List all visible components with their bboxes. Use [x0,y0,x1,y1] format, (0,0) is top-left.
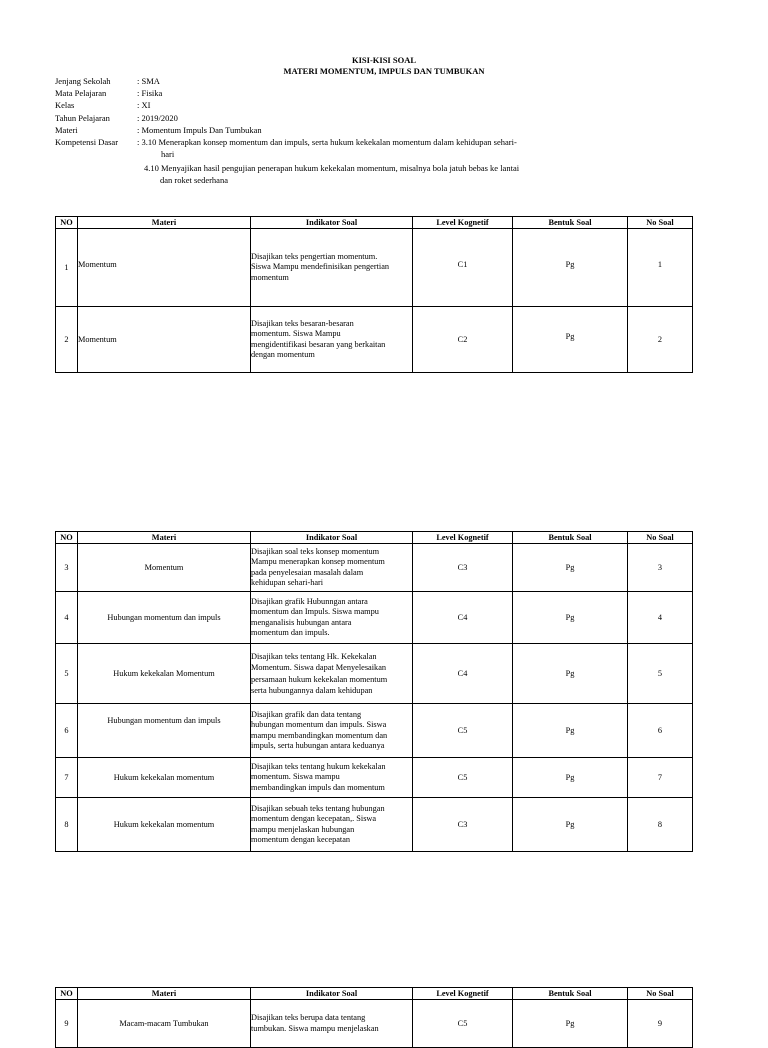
indikator-line: kehidupan sehari-hari [251,577,324,587]
cell-nosoal: 8 [628,798,693,852]
cell-bentuk: Pg [513,307,628,373]
cell-nosoal: 9 [628,1000,693,1048]
indikator-line: pada penyelesaian masalah dalam [251,567,364,577]
indikator-line: Disajikan sebuah teks tentang hubungan [251,803,385,813]
indikator-line: serta hubungannya dalam kehidupan [251,686,373,695]
cell-nosoal: 2 [628,307,693,373]
meta-value: : SMA [137,76,160,86]
kd-continuation: hari [161,149,175,160]
indikator-line: momentum dengan kecepatan,. Siswa [251,814,377,824]
indikator-line: hubungan momentum dan impuls. Siswa [251,720,387,730]
cell-materi: Hukum kekekalan Momentum [78,644,251,704]
indikator-line: momentum dengan kecepatan [251,834,351,844]
cell-no: 9 [56,1000,78,1048]
indikator-line: Mampu menerapkan konsep momentum [251,557,385,567]
cell-bentuk: Pg [513,644,628,704]
indikator-line: mampu menjelaskan hubungan [251,824,355,834]
col-header-no: NO [56,217,78,229]
kd-4-10-line1: 4.10 Menyajikan hasil pengujian penerapan hukum kekekalan momentum, misalnya bola jatuh bebas ke lantai [144,163,520,173]
table-row [56,544,693,592]
cell-bentuk: Pg [513,229,628,307]
cell-materi: Hukum kekekalan momentum [78,758,251,798]
table-header-row [56,988,693,1000]
table-header-row [56,532,693,544]
indikator-line: persamaan hukum kekekalan momentum [251,674,388,684]
table-row [56,758,693,798]
cell-indikator [251,592,413,644]
meta-label: Tahun Pelajaran [55,112,110,123]
cell-materi: Hubungan momentum dan impuls [78,704,251,758]
meta-label: Mata Pelajaran [55,88,107,99]
indikator-line: mampu membandingkan momentum dan [251,730,388,740]
cell-level: C5 [413,704,513,758]
cell-bentuk: Pg [513,758,628,798]
cell-nosoal: 5 [628,644,693,704]
doc-title: KISI-KISI SOAL [351,55,416,65]
indikator-line: Disajikan grafik dan data tentang [251,709,362,719]
indikator-line: momentum [251,272,289,282]
col-header-materi: Materi [78,217,251,229]
col-header-indikator: Indikator Soal [251,217,413,229]
indikator-line: menganalisis hubungan antara [251,617,352,627]
cell-materi: Macam-macam Tumbukan [78,1000,251,1048]
col-header-bentuk: Bentuk Soal [513,217,628,229]
kisi-table-2 [55,531,693,852]
col-header-no: NO [56,532,78,544]
cell-indikator [251,758,413,798]
indikator-line: Disajikan grafik Hubunngan antara [251,596,368,606]
cell-materi: Momentum [78,544,251,592]
indikator-line: Disajikan teks berupa data tentang [251,1013,366,1023]
cell-nosoal: 7 [628,758,693,798]
indikator-line: impuls, serta hubungan antara keduanya [251,740,385,750]
meta-row [55,112,517,124]
cell-nosoal: 4 [628,592,693,644]
cell-level: C2 [413,307,513,373]
table-row [56,307,693,373]
cell-indikator [251,704,413,758]
col-header-indikator: Indikator Soal [251,988,413,1000]
cell-indikator [251,229,413,307]
col-header-materi: Materi [78,988,251,1000]
meta-row [55,124,517,136]
col-header-no: NO [56,988,78,1000]
cell-no: 5 [56,644,78,704]
doc-subtitle: MATERI MOMENTUM, IMPULS DAN TUMBUKAN [283,66,485,76]
meta-value: : 2019/2020 [137,112,178,123]
meta-row [55,99,517,111]
cell-nosoal: 1 [628,229,693,307]
indikator-line: membandingkan impuls dan momentum [251,782,385,792]
table-row [56,592,693,644]
kisi-table-3 [55,987,693,1048]
meta-label: Kompetensi Dasar [55,137,119,148]
indikator-line: Disajikan teks tentang hukum kekekalan [251,761,386,771]
table-row [56,644,693,704]
meta-value: : Fisika [137,88,163,99]
meta-value: : XI [137,100,151,111]
cell-level: C1 [413,229,513,307]
cell-bentuk: Pg [513,592,628,644]
cell-nosoal: 3 [628,544,693,592]
indikator-line: momentum. Siswa Mampu [251,329,341,339]
indikator-line: mengidentifikasi besaran yang berkaitan [251,339,386,349]
meta-value: : 3.10 Menerapkan konsep momentum dan impuls, serta hukum kekekalan momentum dalam kehidupan sehari- [137,137,517,148]
cell-no: 6 [56,704,78,758]
indikator-line: Disajikan teks pengertian momentum. [251,251,378,261]
indikator-line: Disajikan teks besaran-besaran [251,318,354,328]
cell-materi: Momentum [78,229,251,307]
cell-no: 3 [56,544,78,592]
col-header-level: Level Kognetif [413,217,513,229]
col-header-nosoal: No Soal [628,988,693,1000]
cell-level: C5 [413,1000,513,1048]
cell-no: 1 [56,229,78,307]
col-header-bentuk: Bentuk Soal [513,532,628,544]
meta-row [55,148,517,160]
cell-bentuk: Pg [513,1000,628,1048]
kd-4-10-line2: dan roket sederhana [160,175,228,185]
cell-level: C4 [413,644,513,704]
indikator-line: Siswa Mampu mendefinisikan pengertian [251,262,390,272]
indikator-line: momentum dan impuls. [251,627,330,637]
meta-row [55,75,517,87]
col-header-nosoal: No Soal [628,532,693,544]
col-header-level: Level Kognetif [413,532,513,544]
cell-materi: Hukum kekekalan momentum [78,798,251,852]
indikator-line: Disajikan teks tentang Hk. Kekekalan [251,651,377,661]
kisi-table-1 [55,216,693,373]
cell-level: C3 [413,798,513,852]
table-header-row [56,217,693,229]
cell-indikator [251,644,413,704]
indikator-line: tumbukan. Siswa mampu menjelaskan [251,1023,379,1033]
meta-value: : Momentum Impuls Dan Tumbukan [137,124,262,135]
cell-no: 7 [56,758,78,798]
indikator-line: Disajikan soal teks konsep momentum [251,546,380,556]
cell-level: C5 [413,758,513,798]
cell-no: 8 [56,798,78,852]
col-header-level: Level Kognetif [413,988,513,1000]
col-header-nosoal: No Soal [628,217,693,229]
cell-no: 4 [56,592,78,644]
meta-row [55,87,517,99]
cell-indikator [251,544,413,592]
cell-level: C3 [413,544,513,592]
indikator-line: Momentum. Siswa dapat Menyelesaikan [251,663,387,672]
meta-label: Materi [55,124,78,135]
meta-block [55,75,517,160]
meta-label: Jenjang Sekolah [55,76,111,86]
cell-bentuk: Pg [513,544,628,592]
cell-no: 2 [56,307,78,373]
table-row [56,798,693,852]
kd-4-10 [144,162,519,186]
indikator-line: momentum dan Impuls. Siswa mampu [251,607,379,617]
indikator-line: momentum. Siswa mampu [251,772,340,782]
table-row [56,229,693,307]
cell-indikator [251,798,413,852]
meta-label: Kelas [55,100,75,111]
cell-nosoal: 6 [628,704,693,758]
col-header-indikator: Indikator Soal [251,532,413,544]
cell-bentuk: Pg [513,704,628,758]
meta-row [55,136,517,148]
cell-level: C4 [413,592,513,644]
table-row [56,704,693,758]
col-header-materi: Materi [78,532,251,544]
cell-bentuk: Pg [513,798,628,852]
cell-indikator [251,307,413,373]
cell-materi: Hubungan momentum dan impuls [78,592,251,644]
indikator-line: dengan momentum [251,349,315,359]
col-header-bentuk: Bentuk Soal [513,988,628,1000]
cell-materi: Momentum [78,307,251,373]
